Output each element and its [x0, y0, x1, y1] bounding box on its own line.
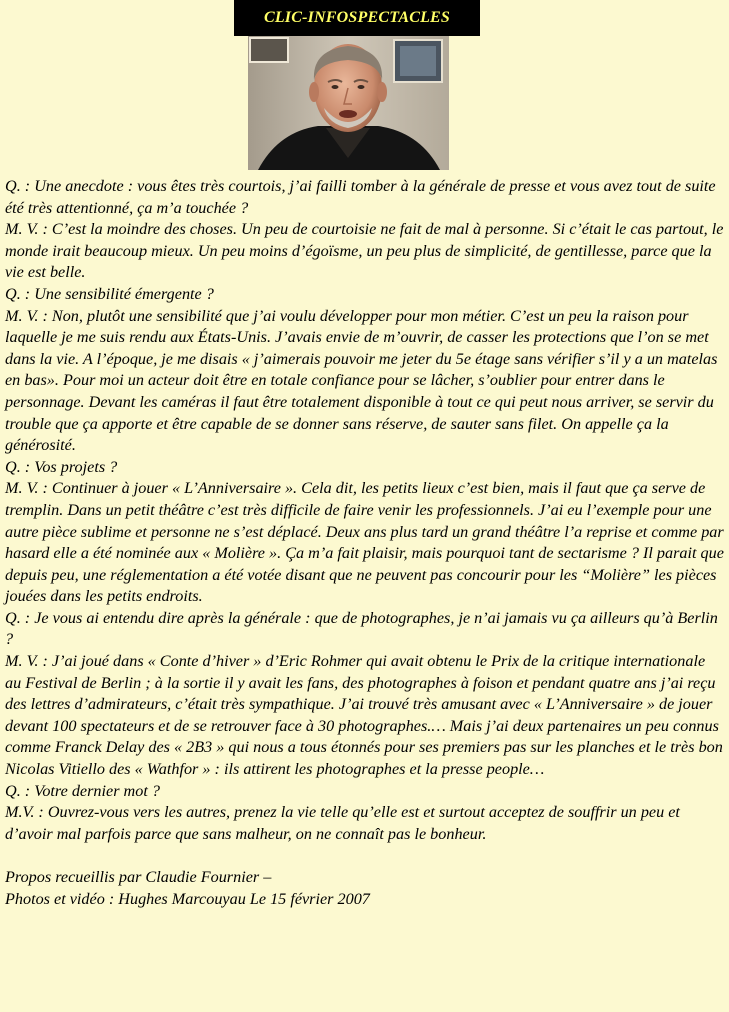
portrait-image	[248, 36, 449, 170]
interview-question: Q. : Une anecdote : vous êtes très courtois, j’ai failli tomber à la générale de presse et vous avez tout de suite été très attentionné, ça m’a touchée ?	[5, 177, 716, 217]
interview-answer: M. V. : Continuer à jouer « L’Anniversaire ». Cela dit, les petits lieux c’est bien, mais il faut que ça serve de tremplin. Dans un petit théâtre c’est très difficile de faire venir les professionnels. J’ai eu l’exemple pour une autre pièce sublime et personne ne s’est déplacé. Deux ans plus tard un grand théâtre l’a reprise et comme par hasard elle a été nominée aux « Molière ». Ça m’a fait plaisir, mais pourquoi tant de sectarisme ? Il parait que depuis peu, une réglementation a été votée disant que ne peuvent pas concourir pour les “Molière” les pièces jouées dans les petits endroits.	[5, 479, 724, 606]
interview-answer: M. V. : J’ai joué dans « Conte d’hiver » d’Eric Rohmer qui avait obtenu le Prix de la critique internationale au Festival de Berlin ; à la sortie il y avait les fans, des photographes à foison et pendant quatre ans j’ai reçu des lettres d’admirateurs, c’était très sympathique. J’ai trouvé très amusant avec « L’Anniversaire » de jouer devant 100 spectateurs et de se retrouver face à 30 photographes.… Mais j’ai deux partenaires un peu connus comme Franck Delay des « 2B3 » qui nous a tous étonnés pour ses premiers pas sur les planches et le très bon Nicolas Vitiello des « Wathfor » : ils attirent les photographes et la presse people…	[5, 652, 723, 779]
site-title-banner	[234, 0, 480, 36]
interview-question: Q. : Je vous ai entendu dire après la générale : que de photographes, je n’ai jamais vu ça ailleurs qu’à Berlin ?	[5, 608, 718, 649]
interview-question: Q. : Vos projets ?	[5, 457, 118, 476]
interview-text	[5, 176, 724, 910]
interview-question: Q. : Votre dernier mot ?	[5, 781, 160, 800]
site-title: CLIC-INFOSPECTACLES	[263, 9, 451, 26]
spacer	[5, 845, 724, 867]
portrait-photo	[248, 36, 449, 170]
credit-photos: Photos et vidéo : Hughes Marcouyau Le 15 février 2007	[5, 889, 370, 908]
interview-question: Q. : Une sensibilité émergente ?	[5, 284, 214, 303]
interview-answer: M. V. : Non, plutôt une sensibilité que j’ai voulu développer pour mon métier. C’est un peu la raison pour laquelle je me suis rendu aux États-Unis. J’avais envie de m’ouvrir, de casser les protections que l’on se met dans la vie. A l’époque, je me disais « j’aimerais pouvoir me jeter du 5e étage sans vérifier s’il y a un matelas en bas». Pour moi un acteur doit être en totale confiance pour se lâcher, s’oublier pour entrer dans le personnage. Devant les caméras il faut être totalement disponible à tout ce qui peut nous arriver, se servir du trouble que ça apporte et être capable de se donner sans réserve, de sauter sans filet. On appelle ça la générosité.	[5, 306, 718, 455]
credit-interviewer: Propos recueillis par Claudie Fournier –	[5, 868, 272, 886]
interview-answer: M. V. : C’est la moindre des choses. Un peu de courtoisie ne fait de mal à personne. Si c’était le cas partout, le monde irait beaucoup mieux. Un peu moins d’égoïsme, un peu plus de simplicité, de gentillesse, parce que la vie est belle.	[5, 220, 724, 282]
interview-answer: M.V. : Ouvrez-vous vers les autres, prenez la vie telle qu’elle est et surtout acceptez de souffrir un peu et d’avoir mal parfois parce que sans malheur, on ne connaît pas le bonheur.	[5, 803, 680, 843]
